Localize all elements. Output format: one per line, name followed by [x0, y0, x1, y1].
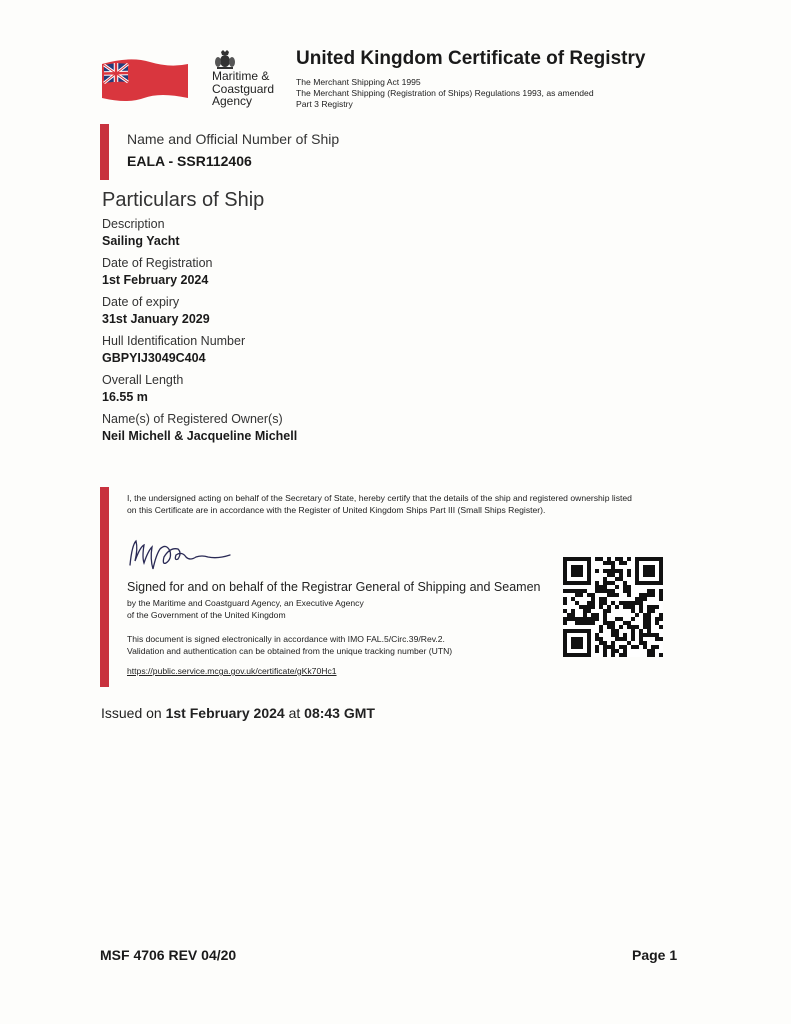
field-hull-id: [102, 333, 297, 367]
document-subtitle: [296, 77, 594, 110]
subtitle-line1: The Merchant Shipping Act 1995: [296, 77, 421, 87]
field-value: 31st January 2029: [102, 312, 210, 326]
agency-name-line1: Maritime &: [212, 69, 270, 83]
field-value: Neil Michell & Jacqueline Michell: [102, 429, 298, 443]
certificate-verification-link[interactable]: https://public.service.mcga.gov.uk/certificate/gKk70Hc1: [127, 666, 337, 676]
agency-name-line2: Coastguard: [212, 81, 275, 96]
royal-crest-icon: [213, 50, 237, 70]
field-value: 1st February 2024: [102, 273, 209, 287]
issued-date: 1st February 2024: [165, 705, 285, 721]
esig-line1: This document is signed electronically in accordance with IMO FAL.5/Circ.39/Rev.2.: [127, 634, 445, 644]
field-label: Overall Length: [102, 373, 184, 387]
signature-icon: [126, 535, 236, 575]
ship-name-accent-bar: [100, 124, 109, 180]
form-reference: MSF 4706 REV 04/20: [100, 947, 237, 963]
ship-name-label: Name and Official Number of Ship: [127, 131, 340, 147]
signed-agency: [127, 598, 364, 621]
certification-statement: I, the undersigned acting on behalf of the Secretary of State, hereby certify that the details of the ship and registered ownership listed on this Certificate are in accordance with the Register of United Kingdom Ships Part III (Small Ships Register).: [127, 493, 632, 515]
signed-agency-line1: by the Maritime and Coastguard Agency, an Executive Agency: [127, 598, 364, 608]
electronic-signature-note: [127, 633, 452, 657]
field-label: Description: [102, 217, 165, 231]
field-value: Sailing Yacht: [102, 234, 180, 248]
page-number: Page 1: [632, 947, 678, 963]
qr-code-icon[interactable]: [563, 557, 663, 657]
particulars-list: [102, 216, 297, 450]
field-value: GBPYIJ3049C404: [102, 351, 206, 365]
subtitle-line3: Part 3 Registry: [296, 99, 353, 109]
issued-at: at: [288, 705, 301, 721]
field-value: 16.55 m: [102, 390, 148, 404]
agency-name: [212, 70, 274, 108]
field-label: Hull Identification Number: [102, 334, 246, 348]
certification-accent-bar: [100, 487, 109, 687]
field-overall-length: [102, 372, 297, 406]
document-title: United Kingdom Certificate of Registry: [296, 48, 646, 69]
esig-line2: Validation and authentication can be obtained from the unique tracking number (UTN): [127, 646, 453, 656]
particulars-title: Particulars of Ship: [102, 189, 265, 211]
field-description: [102, 216, 297, 250]
field-date-of-registration: [102, 255, 297, 289]
signed-on-behalf: Signed for and on behalf of the Registrar General of Shipping and Seamen: [127, 580, 541, 594]
agency-name-line3: Agency: [212, 94, 253, 108]
field-date-of-expiry: [102, 294, 297, 328]
field-label: Date of expiry: [102, 295, 180, 309]
issued-prefix: Issued on: [101, 705, 162, 721]
issued-line: [101, 705, 375, 721]
field-registered-owners: [102, 411, 297, 445]
issued-time: 08:43 GMT: [304, 705, 375, 721]
field-label: Name(s) of Registered Owner(s): [102, 412, 283, 426]
subtitle-line2: The Merchant Shipping (Registration of Ships) Regulations 1993, as amended: [296, 88, 594, 98]
signed-agency-line2: of the Government of the United Kingdom: [127, 609, 286, 620]
ship-name-value: EALA - SSR112406: [127, 153, 252, 169]
field-label: Date of Registration: [102, 256, 213, 270]
red-ensign-flag-icon: [100, 54, 190, 104]
